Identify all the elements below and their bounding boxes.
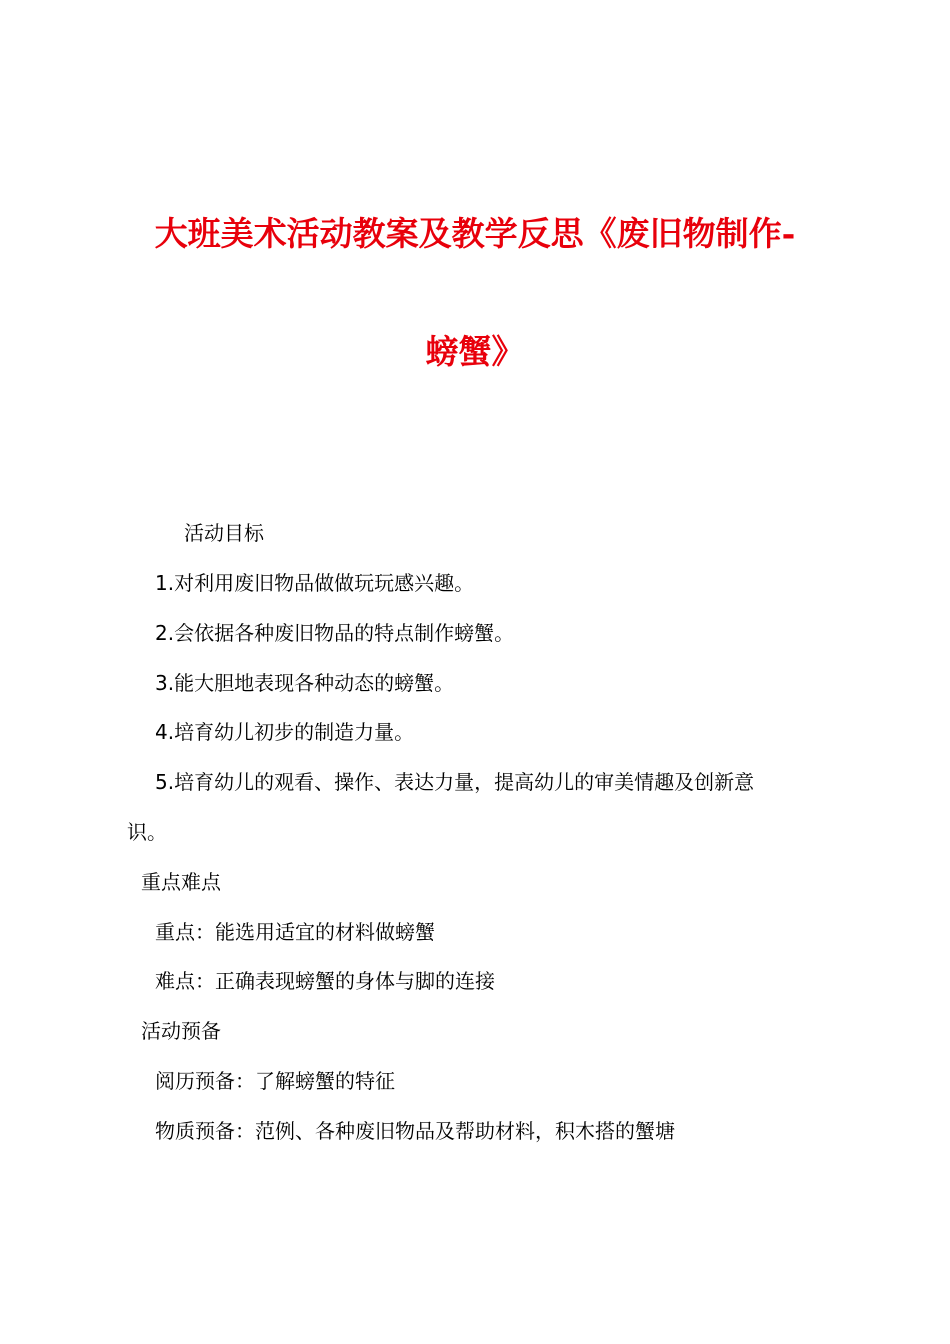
document-title-line-1: 大班美术活动教案及教学反思《废旧物制作- (154, 214, 796, 253)
section-heading-preparation: 活动预备 (141, 1019, 221, 1043)
document-title-line-2: 螃蟹》 (425, 332, 525, 371)
goal-item-3: 3.能大胆地表现各种动态的螃蟹。 (155, 671, 455, 695)
material-preparation-item: 物质预备：范例、各种废旧物品及帮助材料，积木搭的蟹塘 (155, 1119, 675, 1143)
goal-item-5-continued: 识。 (127, 820, 167, 844)
difficult-point-item: 难点：正确表现螃蟹的身体与脚的连接 (155, 969, 495, 993)
goal-item-5: 5.培育幼儿的观看、操作、表达力量，提高幼儿的审美情趣及创新意 (155, 770, 755, 794)
goal-item-1: 1.对利用废旧物品做做玩玩感兴趣。 (155, 571, 475, 595)
goal-item-2: 2.会依据各种废旧物品的特点制作螃蟹。 (155, 621, 515, 645)
goal-item-4: 4.培育幼儿初步的制造力量。 (155, 720, 415, 744)
section-heading-key-points: 重点难点 (141, 870, 221, 894)
experience-preparation-item: 阅历预备：了解螃蟹的特征 (155, 1069, 395, 1093)
key-point-item: 重点：能选用适宜的材料做螃蟹 (155, 920, 435, 944)
section-heading-goals: 活动目标 (184, 521, 264, 545)
